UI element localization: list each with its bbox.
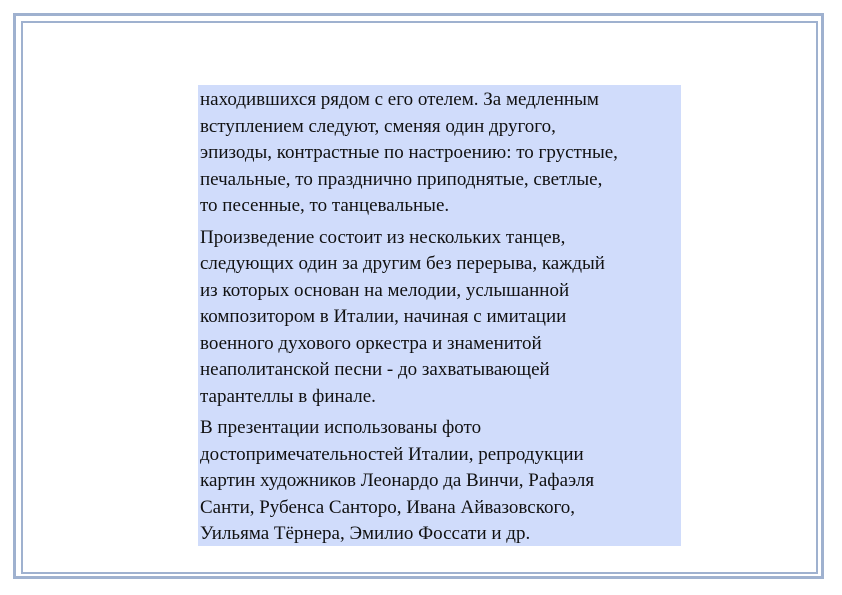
paragraph-intro-continuation: находившихся рядом с его отелем. За медленным вступлением следуют, сменяя один другого, эпизоды, контрастные по настроению: то грустные, печальные, то празднично приподнятые, светлые, то песенные, то танцевальные. [200, 89, 618, 216]
text-box [198, 85, 681, 546]
paragraph-dances: Произведение состоит из нескольких танцев, следующих один за другим без перерыва, каждый из которых основан на мелодии, услышанной композитором в Италии, начиная с имитации военного духового оркестра и знаменитой неаполитанской песни - до захватывающей тарантеллы в финале. [200, 226, 605, 407]
paragraph-credits: В презентации использованы фото достопримечательностей Италии, репродукции картин художников Леонардо да Винчи, Рафаэля Санти, Рубенса Санторо, Ивана Айвазовского, Уильяма Тёрнера, Эмилио Фоссати и др. [200, 417, 595, 544]
